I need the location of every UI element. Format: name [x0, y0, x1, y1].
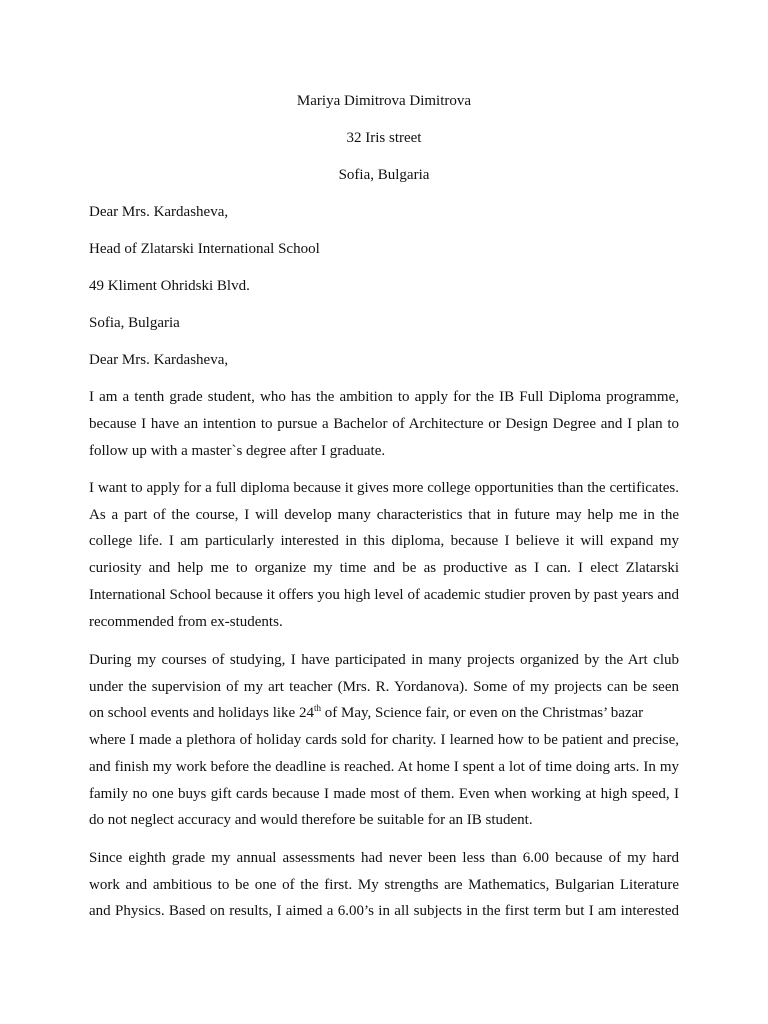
paragraph-2-line-5: International School because it offers you high level of academic studier proven by past years and — [89, 587, 679, 603]
paragraph-2-line-1: I want to apply for a full diploma because it gives more college opportunities than the certificates. — [89, 480, 679, 496]
paragraph-3-line-3-start: on school events and holidays like 24 — [89, 705, 314, 721]
paragraph-2-line-4: curiosity and help me to organize my time and be as productive as I can. I elect Zlatarski — [89, 560, 679, 576]
paragraph-3-line-2: under the supervision of my art teacher (Mrs. R. Yordanova). Some of my projects can be seen — [89, 679, 679, 695]
recipient-address: 49 Kliment Ohridski Blvd. — [89, 278, 250, 294]
paragraph-1-line-3: follow up with a master`s degree after I graduate. — [89, 443, 386, 459]
paragraph-3-line-5: and finish my work before the deadline is reached. At home I spent a lot of time doing arts. In my — [89, 759, 679, 775]
paragraph-3-line-3-rest: of May, Science fair, or even on the Christmas’ bazar — [320, 705, 644, 721]
sender-street: 32 Iris street — [346, 130, 422, 146]
paragraph-3-line-7: do not neglect accuracy and would therefore be suitable for an IB student. — [89, 812, 533, 828]
paragraph-2-line-2: As a part of the course, I will develop many characteristics that in future may help me in the — [89, 507, 679, 523]
paragraph-3-line-1: During my courses of studying, I have participated in many projects organized by the Art club — [89, 652, 679, 668]
recipient-city: Sofia, Bulgaria — [89, 315, 180, 331]
paragraph-1-line-1: I am a tenth grade student, who has the ambition to apply for the IB Full Diploma programme, — [89, 389, 679, 405]
paragraph-3-line-6: family no one buys gift cards because I made most of them. Even when working at high speed, I — [89, 786, 679, 802]
paragraph-4-line-1: Since eighth grade my annual assessments had never been less than 6.00 because of my hard — [89, 850, 679, 866]
recipient-salutation: Dear Mrs. Kardasheva, — [89, 204, 229, 220]
paragraph-2-line-3: college life. I am particularly interested in this diploma, because I believe it will expand my — [89, 533, 679, 549]
greeting: Dear Mrs. Kardasheva, — [89, 352, 229, 368]
paragraph-1-line-2: because I have an intention to pursue a Bachelor of Architecture or Design Degree and I plan to — [89, 416, 679, 432]
paragraph-3-line-3 — [89, 704, 679, 722]
recipient-title: Head of Zlatarski International School — [89, 241, 320, 257]
ordinal-suffix: th — [313, 703, 321, 713]
paragraph-3-line-4: where I made a plethora of holiday cards sold for charity. I learned how to be patient and precise, — [89, 732, 679, 748]
paragraph-4-line-2: work and ambitious to be one of the first. My strengths are Mathematics, Bulgarian Literature — [89, 877, 679, 893]
paragraph-4-line-3: and Physics. Based on results, I aimed a 6.00’s in all subjects in the first term but I am interested — [89, 903, 679, 919]
sender-city: Sofia, Bulgaria — [338, 167, 430, 183]
sender-name: Mariya Dimitrova Dimitrova — [296, 93, 472, 109]
paragraph-2-line-6: recommended from ex-students. — [89, 614, 283, 630]
